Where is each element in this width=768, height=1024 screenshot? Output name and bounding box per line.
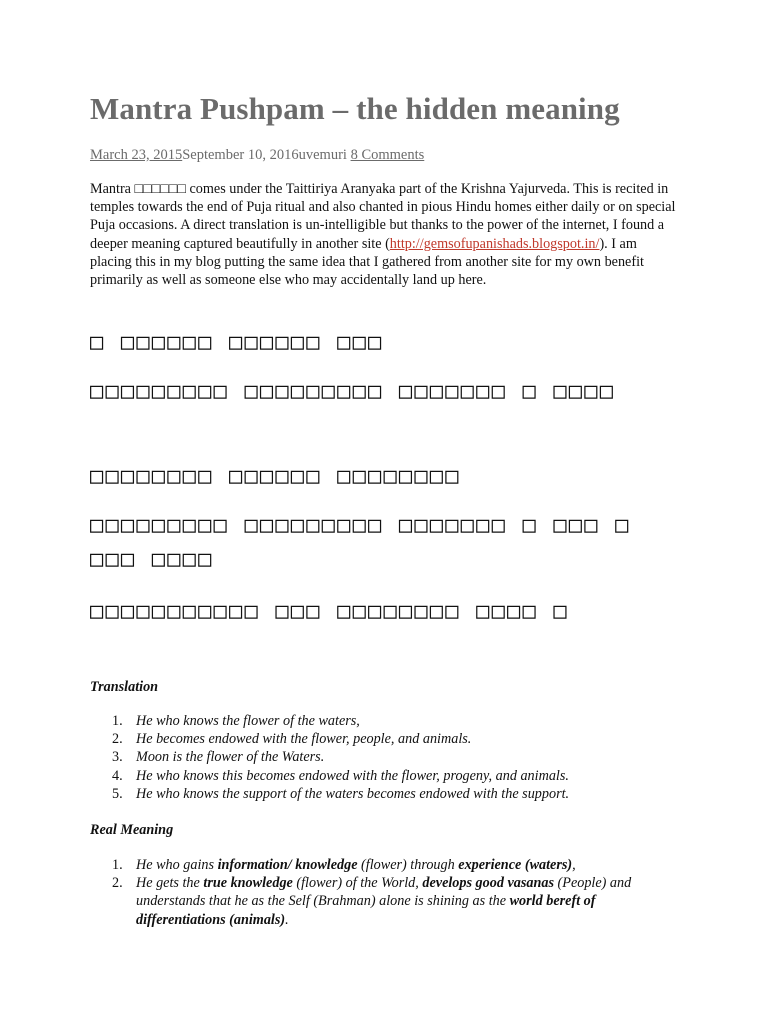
verse-line-2: □□□□□□□□□ □□□□□□□□□ □□□□□□□ □ □□□□ xyxy=(90,379,616,404)
list-item xyxy=(90,874,680,929)
real-meaning-list xyxy=(90,856,680,929)
list-item xyxy=(90,767,680,785)
list-text: He who knows the flower of the waters, xyxy=(136,713,360,729)
list-number: 5. xyxy=(112,785,123,802)
text-run: (flower) of the World, xyxy=(292,875,423,892)
list-text xyxy=(136,857,576,873)
post-meta xyxy=(90,147,424,164)
real-meaning-heading: Real Meaning xyxy=(90,822,174,838)
text-run: He gets the xyxy=(136,875,204,892)
text-run: He who gains xyxy=(136,857,218,873)
text-run: . xyxy=(285,911,289,928)
list-number: 2. xyxy=(112,875,123,892)
intro-text-1: Mantra xyxy=(90,181,135,197)
list-item xyxy=(90,856,680,874)
verse-line-4: □□□□□□□□□ □□□□□□□□□ □□□□□□□ □ □□□ □ □□□ □□□□ xyxy=(90,513,631,572)
verse-line-5: □□□□□□□□□□□ □□□ □□□□□□□□ □□□□ □ xyxy=(90,599,569,624)
list-item xyxy=(90,712,680,730)
comments-link[interactable]: 8 Comments xyxy=(350,147,425,163)
list-text: He becomes endowed with the flower, people, and animals. xyxy=(136,731,472,748)
verse-line-1: □ □□□□□□ □□□□□□ □□□ xyxy=(90,330,384,355)
list-number: 3. xyxy=(112,749,123,766)
bold-run: world bereft of differentiations (animals) xyxy=(136,893,596,928)
published-date-link[interactable]: March 23, 2015 xyxy=(90,147,183,163)
list-text: He who knows the support of the waters becomes endowed with the support. xyxy=(136,785,570,802)
bold-run: develops good vasanas xyxy=(422,875,554,892)
list-number: 4. xyxy=(112,767,123,784)
text-run: (flower) through xyxy=(357,857,459,873)
intro-glyphs: □□□□□□ xyxy=(134,181,186,197)
text-run: , xyxy=(572,857,576,873)
list-item xyxy=(90,748,680,766)
bold-run: information/ knowledge xyxy=(217,857,358,873)
intro-text-3: ). I am placing this in my blog putting the same idea that I gathered from another site for my own benefit primarily as well as someone else who may accidentally land up here. xyxy=(90,235,644,289)
list-text: He who knows this becomes endowed with the flower, progeny, and animals. xyxy=(136,767,569,784)
updated-date: September 10, 2016 xyxy=(182,147,299,163)
bold-run: experience (waters) xyxy=(458,857,573,873)
list-item xyxy=(90,785,680,803)
translation-list xyxy=(90,712,680,803)
verse-line-3: □□□□□□□□ □□□□□□ □□□□□□□□ xyxy=(90,464,461,489)
article-title: Mantra Pushpam – the hidden meaning xyxy=(90,91,620,126)
source-link[interactable]: http://gemsofupanishads.blogspot.in/ xyxy=(389,235,600,252)
list-text xyxy=(136,875,631,927)
list-text: Moon is the flower of the Waters. xyxy=(136,749,325,766)
list-item xyxy=(90,730,680,748)
list-number: 2. xyxy=(112,731,123,748)
list-number: 1. xyxy=(112,857,123,873)
intro-text-2: comes under the Taittiriya Aranyaka part of the Krishna Yajurveda. This is recited in temples towards the end of Puja ritual and also chanted in pious Hindu homes either daily or on special Puja occasions. A direct translation is un-intelligible but thanks to the power of the internet, I found a deeper meaning captured beautifully in another site ( xyxy=(90,181,676,252)
intro-paragraph xyxy=(90,180,680,289)
text-run: (People) and understands that he as the Self (Brahman) alone is shining as the xyxy=(136,875,632,910)
list-number: 1. xyxy=(112,713,123,729)
bold-run: true knowledge xyxy=(203,875,293,892)
author-name[interactable]: uvemuri xyxy=(298,147,347,163)
translation-heading: Translation xyxy=(90,679,159,695)
